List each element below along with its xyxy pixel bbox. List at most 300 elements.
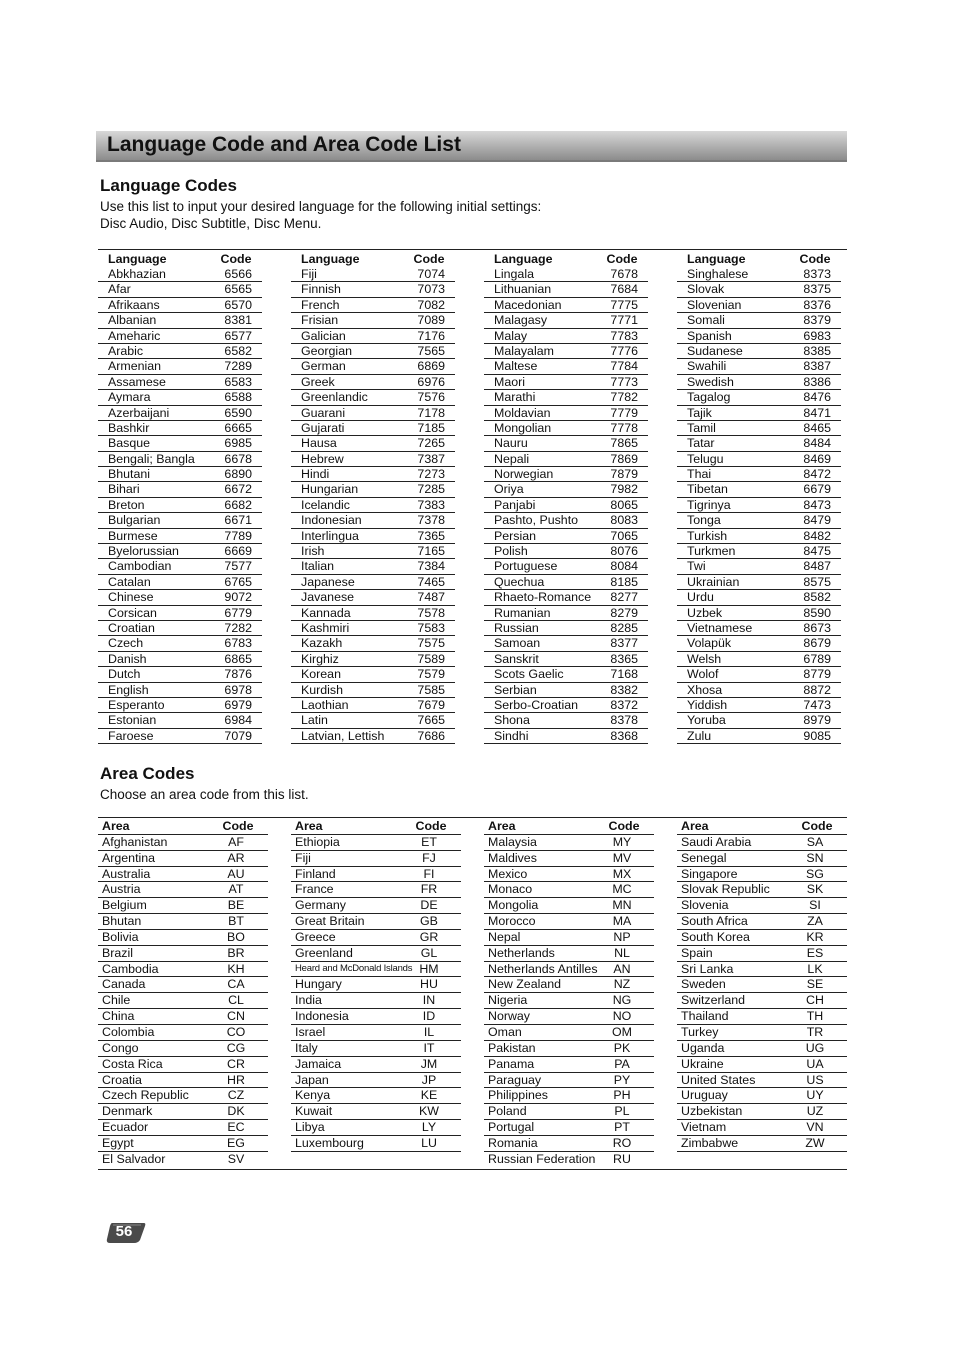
- area-header-code: Code: [801, 819, 833, 833]
- language-code: 7565: [417, 343, 445, 358]
- language-name: Tamil: [687, 420, 716, 435]
- language-code: 6985: [224, 436, 252, 451]
- language-name: Catalan: [108, 574, 151, 589]
- language-code: 7185: [417, 420, 445, 435]
- language-name: Czech: [108, 636, 144, 651]
- area-row: [98, 946, 268, 962]
- area-name: Netherlands: [488, 945, 555, 960]
- area-row: [677, 1088, 847, 1104]
- language-code: 7282: [224, 620, 252, 635]
- area-code: DE: [420, 898, 438, 913]
- area-name: Romania: [488, 1135, 538, 1150]
- language-code: 7178: [417, 405, 445, 420]
- language-name: Hebrew: [301, 451, 344, 466]
- language-name: Marathi: [494, 390, 536, 405]
- language-code: 7686: [417, 728, 445, 743]
- area-code: PY: [613, 1072, 631, 1087]
- language-row: [677, 683, 841, 698]
- language-code: 6665: [224, 420, 252, 435]
- language-code: 7579: [417, 667, 445, 682]
- language-name: Sindhi: [494, 728, 529, 743]
- language-code: 8465: [803, 420, 831, 435]
- language-name: Korean: [301, 667, 341, 682]
- area-row: [677, 1073, 847, 1089]
- area-name: Uzbekistan: [681, 1104, 743, 1119]
- language-row: [484, 436, 648, 451]
- language-row: [484, 421, 648, 436]
- area-code: AF: [228, 834, 244, 849]
- language-row: [98, 652, 262, 667]
- language-code: 7784: [610, 359, 638, 374]
- language-row: [677, 498, 841, 513]
- language-row: [98, 298, 262, 313]
- page-title-bar: [96, 131, 847, 162]
- area-code: SN: [806, 850, 824, 865]
- language-name: Basque: [108, 436, 151, 451]
- language-code: 8473: [803, 497, 831, 512]
- area-row: [484, 1088, 654, 1104]
- language-code: 6983: [803, 328, 831, 343]
- area-header-row: [677, 819, 847, 835]
- language-code: 8475: [803, 544, 831, 559]
- area-column: [484, 818, 654, 1168]
- area-name: Congo: [102, 1040, 139, 1055]
- language-code: 8385: [803, 343, 831, 358]
- area-column: [98, 818, 268, 1168]
- language-row: [98, 421, 262, 436]
- language-code: 7778: [610, 420, 638, 435]
- language-code: 7665: [417, 713, 445, 728]
- area-row: [291, 1120, 461, 1136]
- area-code: UA: [806, 1056, 824, 1071]
- language-name: Javanese: [301, 590, 355, 605]
- area-codes-heading: Area Codes: [100, 764, 195, 783]
- language-name: Xhosa: [687, 682, 723, 697]
- language-code: 8373: [803, 267, 831, 281]
- language-code: 8575: [803, 574, 831, 589]
- language-code: 8471: [803, 405, 831, 420]
- language-row: [677, 606, 841, 621]
- language-code: 6984: [224, 713, 252, 728]
- language-name: Wolof: [687, 667, 719, 682]
- area-code: ES: [806, 945, 824, 960]
- area-row: [677, 898, 847, 914]
- language-name: Shona: [494, 713, 530, 728]
- language-row: [291, 513, 455, 528]
- language-row: [484, 329, 648, 344]
- area-code: GL: [420, 945, 438, 960]
- language-code: 7879: [610, 467, 638, 482]
- language-row: [484, 667, 648, 682]
- language-name: Uzbek: [687, 605, 723, 620]
- language-code: 7365: [417, 528, 445, 543]
- language-code: 6865: [224, 651, 252, 666]
- language-name: Aymara: [108, 390, 151, 405]
- area-code: CH: [806, 993, 824, 1008]
- area-header-code: Code: [415, 819, 447, 833]
- language-column: [98, 250, 266, 744]
- language-name: Tigrinya: [687, 497, 731, 512]
- language-header-row: [677, 252, 841, 267]
- area-code: TH: [806, 1009, 824, 1024]
- area-name: Austria: [102, 882, 141, 897]
- language-name: Scots Gaelic: [494, 667, 564, 682]
- language-code: 7782: [610, 390, 638, 405]
- language-name: Abkhazian: [108, 267, 166, 281]
- area-name: Singapore: [681, 866, 738, 881]
- language-code: 6976: [417, 374, 445, 389]
- area-name: Netherlands Antilles: [488, 961, 598, 976]
- area-code: CL: [228, 993, 244, 1008]
- area-code: HR: [227, 1072, 245, 1087]
- area-row: [291, 867, 461, 883]
- language-name: Tonga: [687, 513, 721, 528]
- page-number-badge: [106, 1221, 146, 1245]
- language-code: 8375: [803, 282, 831, 297]
- language-code: 6978: [224, 682, 252, 697]
- language-name: Slovenian: [687, 297, 742, 312]
- area-code: UY: [806, 1088, 824, 1103]
- language-code: 6588: [224, 390, 252, 405]
- language-code: 6566: [224, 267, 252, 281]
- language-row: [484, 406, 648, 421]
- language-code: 7776: [610, 343, 638, 358]
- area-code: PK: [613, 1040, 631, 1055]
- area-row: [98, 930, 268, 946]
- area-code: KR: [806, 929, 824, 944]
- language-name: Esperanto: [108, 697, 165, 712]
- area-code: AT: [228, 882, 244, 897]
- language-name: Somali: [687, 313, 725, 328]
- language-name: Yiddish: [687, 697, 728, 712]
- language-row: [677, 513, 841, 528]
- area-code: AR: [227, 850, 245, 865]
- language-row: [291, 498, 455, 513]
- language-row: [98, 406, 262, 421]
- language-name: Faroese: [108, 728, 154, 743]
- language-code: 8377: [610, 636, 638, 651]
- area-code: ID: [422, 1009, 436, 1024]
- language-name: Maltese: [494, 359, 538, 374]
- area-row: [484, 1104, 654, 1120]
- area-name: South Africa: [681, 914, 748, 929]
- area-row: [98, 1009, 268, 1025]
- language-code: 7089: [417, 313, 445, 328]
- area-code: OM: [612, 1024, 632, 1039]
- language-row: [291, 436, 455, 451]
- area-code: SG: [806, 866, 824, 881]
- language-name: Corsican: [108, 605, 157, 620]
- language-name: Russian: [494, 620, 539, 635]
- language-code-table: [98, 249, 847, 743]
- language-row: [677, 729, 841, 744]
- area-row: [291, 1088, 461, 1104]
- language-row: [484, 652, 648, 667]
- language-row: [677, 621, 841, 636]
- language-code: 6783: [224, 636, 252, 651]
- language-name: Afrikaans: [108, 297, 160, 312]
- language-row: [98, 467, 262, 482]
- language-row: [677, 329, 841, 344]
- language-name: Ukrainian: [687, 574, 740, 589]
- area-name: Costa Rica: [102, 1056, 163, 1071]
- area-name: Saudi Arabia: [681, 834, 752, 849]
- language-name: Turkmen: [687, 544, 736, 559]
- language-name: Sanskrit: [494, 651, 539, 666]
- area-row: [677, 1025, 847, 1041]
- language-name: Danish: [108, 651, 147, 666]
- language-row: [677, 636, 841, 651]
- language-code: 6682: [224, 497, 252, 512]
- language-code: 8484: [803, 436, 831, 451]
- area-header-row: [98, 819, 268, 835]
- language-name: Byelorussian: [108, 544, 179, 559]
- area-row: [98, 1025, 268, 1041]
- language-code: 7165: [417, 544, 445, 559]
- area-row: [484, 1073, 654, 1089]
- area-name: Vietnam: [681, 1120, 727, 1135]
- area-name: Egypt: [102, 1135, 134, 1150]
- area-row: [98, 914, 268, 930]
- language-name: Chinese: [108, 590, 154, 605]
- area-name: Russian Federation: [488, 1151, 596, 1166]
- language-code: 7074: [417, 267, 445, 281]
- area-row: [484, 898, 654, 914]
- language-name: Kazakh: [301, 636, 343, 651]
- language-name: Spanish: [687, 328, 732, 343]
- area-row: [291, 898, 461, 914]
- language-row: [484, 482, 648, 497]
- area-row: [677, 977, 847, 993]
- area-row: [291, 1041, 461, 1057]
- area-name: Norway: [488, 1009, 530, 1024]
- language-name: Portuguese: [494, 559, 558, 574]
- language-name: Malay: [494, 328, 528, 343]
- area-row: [677, 930, 847, 946]
- language-row: [291, 698, 455, 713]
- language-code: 8482: [803, 528, 831, 543]
- language-code: 7876: [224, 667, 252, 682]
- language-name: Kashmiri: [301, 620, 350, 635]
- area-name: Italy: [295, 1040, 318, 1055]
- area-code: JM: [420, 1056, 438, 1071]
- area-row: [677, 993, 847, 1009]
- language-row: [291, 267, 455, 282]
- area-row: [677, 1009, 847, 1025]
- area-code: PA: [614, 1056, 630, 1071]
- language-row: [98, 359, 262, 374]
- area-row: [677, 1041, 847, 1057]
- language-row: [677, 282, 841, 297]
- language-name: Gujarati: [301, 420, 345, 435]
- language-row: [484, 621, 648, 636]
- area-name: Great Britain: [295, 914, 365, 929]
- language-codes-heading: Language Codes: [100, 176, 237, 195]
- area-name: Greenland: [295, 945, 353, 960]
- language-row: [98, 436, 262, 451]
- area-row: [291, 1104, 461, 1120]
- language-name: Georgian: [301, 343, 352, 358]
- area-row: [291, 1136, 461, 1152]
- language-code: 7073: [417, 282, 445, 297]
- language-row: [677, 575, 841, 590]
- area-column: [677, 818, 847, 1152]
- language-code: 8472: [803, 467, 831, 482]
- area-row: [484, 1009, 654, 1025]
- language-code: 6590: [224, 405, 252, 420]
- area-name: Pakistan: [488, 1040, 536, 1055]
- language-code: 7473: [803, 697, 831, 712]
- area-row: [291, 1009, 461, 1025]
- language-name: Maori: [494, 374, 525, 389]
- area-code: UZ: [806, 1104, 824, 1119]
- area-intro: Choose an area code from this list.: [100, 787, 309, 802]
- language-name: Irish: [301, 544, 325, 559]
- area-code: BR: [227, 945, 245, 960]
- area-code: UG: [805, 1040, 825, 1055]
- language-name: Tagalog: [687, 390, 731, 405]
- language-row: [484, 467, 648, 482]
- area-name: Mexico: [488, 866, 528, 881]
- language-row: [677, 544, 841, 559]
- language-row: [484, 529, 648, 544]
- area-code: AU: [227, 866, 245, 881]
- language-row: [291, 390, 455, 405]
- language-name: Pashto, Pushto: [494, 513, 579, 528]
- area-code: KH: [227, 961, 245, 976]
- area-row: [98, 1041, 268, 1057]
- language-name: Azerbaijani: [108, 405, 170, 420]
- area-name: Paraguay: [488, 1072, 542, 1087]
- language-code: 6577: [224, 328, 252, 343]
- page-title: Language Code and Area Code List: [107, 133, 461, 156]
- language-code: 6570: [224, 297, 252, 312]
- language-row: [291, 606, 455, 621]
- area-row: [291, 1057, 461, 1073]
- language-name: Norwegian: [494, 467, 554, 482]
- area-row: [291, 993, 461, 1009]
- language-row: [291, 590, 455, 605]
- area-name: Afghanistan: [102, 834, 168, 849]
- language-name: Greenlandic: [301, 390, 368, 405]
- language-name: Fiji: [301, 267, 317, 281]
- language-name: Nepali: [494, 451, 530, 466]
- area-row: [291, 882, 461, 898]
- area-row: [484, 930, 654, 946]
- area-name: Mongolia: [488, 898, 539, 913]
- language-row: [98, 729, 262, 744]
- language-code: 8779: [803, 667, 831, 682]
- language-header-code: Code: [799, 252, 831, 266]
- language-code: 7265: [417, 436, 445, 451]
- area-name: Ethiopia: [295, 834, 340, 849]
- area-name: Libya: [295, 1120, 325, 1135]
- language-row: [484, 590, 648, 605]
- area-name: Sri Lanka: [681, 961, 734, 976]
- language-code: 8372: [610, 697, 638, 712]
- language-code: 9085: [803, 728, 831, 743]
- language-code: 8368: [610, 728, 638, 743]
- language-row: [484, 698, 648, 713]
- area-code: PH: [613, 1088, 631, 1103]
- area-code: BT: [228, 914, 244, 929]
- area-code: NL: [614, 945, 630, 960]
- area-code: VN: [806, 1120, 824, 1135]
- area-name: Oman: [488, 1024, 522, 1039]
- area-code: TR: [806, 1024, 824, 1039]
- language-name: French: [301, 297, 340, 312]
- language-column: [677, 250, 845, 744]
- language-row: [484, 606, 648, 621]
- area-code: FR: [420, 882, 438, 897]
- language-header-row: [98, 252, 262, 267]
- language-row: [291, 375, 455, 390]
- language-header-row: [484, 252, 648, 267]
- language-name: Volapük: [687, 636, 732, 651]
- area-code: KE: [420, 1088, 438, 1103]
- language-row: [484, 713, 648, 728]
- language-code: 8277: [610, 590, 638, 605]
- language-row: [291, 406, 455, 421]
- language-row: [677, 267, 841, 282]
- language-code: 6869: [417, 359, 445, 374]
- area-code: LU: [421, 1135, 437, 1150]
- area-code: DK: [227, 1104, 245, 1119]
- language-name: Telugu: [687, 451, 724, 466]
- language-row: [98, 375, 262, 390]
- area-row: [484, 993, 654, 1009]
- language-code: 8076: [610, 544, 638, 559]
- language-row: [98, 267, 262, 282]
- area-name: South Korea: [681, 929, 750, 944]
- language-code: 7865: [610, 436, 638, 451]
- area-code: CN: [227, 1009, 245, 1024]
- area-code: CG: [226, 1040, 246, 1055]
- language-row: [484, 298, 648, 313]
- area-name: Finland: [295, 866, 336, 881]
- area-code: JP: [421, 1072, 437, 1087]
- language-column: [484, 250, 652, 744]
- language-row: [677, 375, 841, 390]
- area-code: PT: [614, 1120, 630, 1135]
- language-name: Icelandic: [301, 497, 350, 512]
- area-code: MA: [612, 914, 632, 929]
- language-code: 8065: [610, 497, 638, 512]
- area-header-name: Area: [681, 819, 709, 833]
- area-column: [291, 818, 461, 1152]
- area-code: MV: [612, 850, 632, 865]
- language-name: Bashkir: [108, 420, 150, 435]
- language-row: [677, 559, 841, 574]
- area-name: Belgium: [102, 898, 147, 913]
- language-row: [291, 529, 455, 544]
- language-name: Italian: [301, 559, 335, 574]
- area-code: LY: [421, 1120, 437, 1135]
- language-code: 7789: [224, 528, 252, 543]
- language-code: 8387: [803, 359, 831, 374]
- language-header-name: Language: [301, 252, 360, 266]
- language-name: Latvian, Lettish: [301, 728, 385, 743]
- language-name: Yoruba: [687, 713, 726, 728]
- language-name: Serbian: [494, 682, 537, 697]
- language-row: [484, 544, 648, 559]
- language-header-name: Language: [108, 252, 167, 266]
- area-header-code: Code: [222, 819, 254, 833]
- area-name: Japan: [295, 1072, 329, 1087]
- area-code: EC: [227, 1120, 245, 1135]
- area-row: [98, 1057, 268, 1073]
- area-row: [484, 851, 654, 867]
